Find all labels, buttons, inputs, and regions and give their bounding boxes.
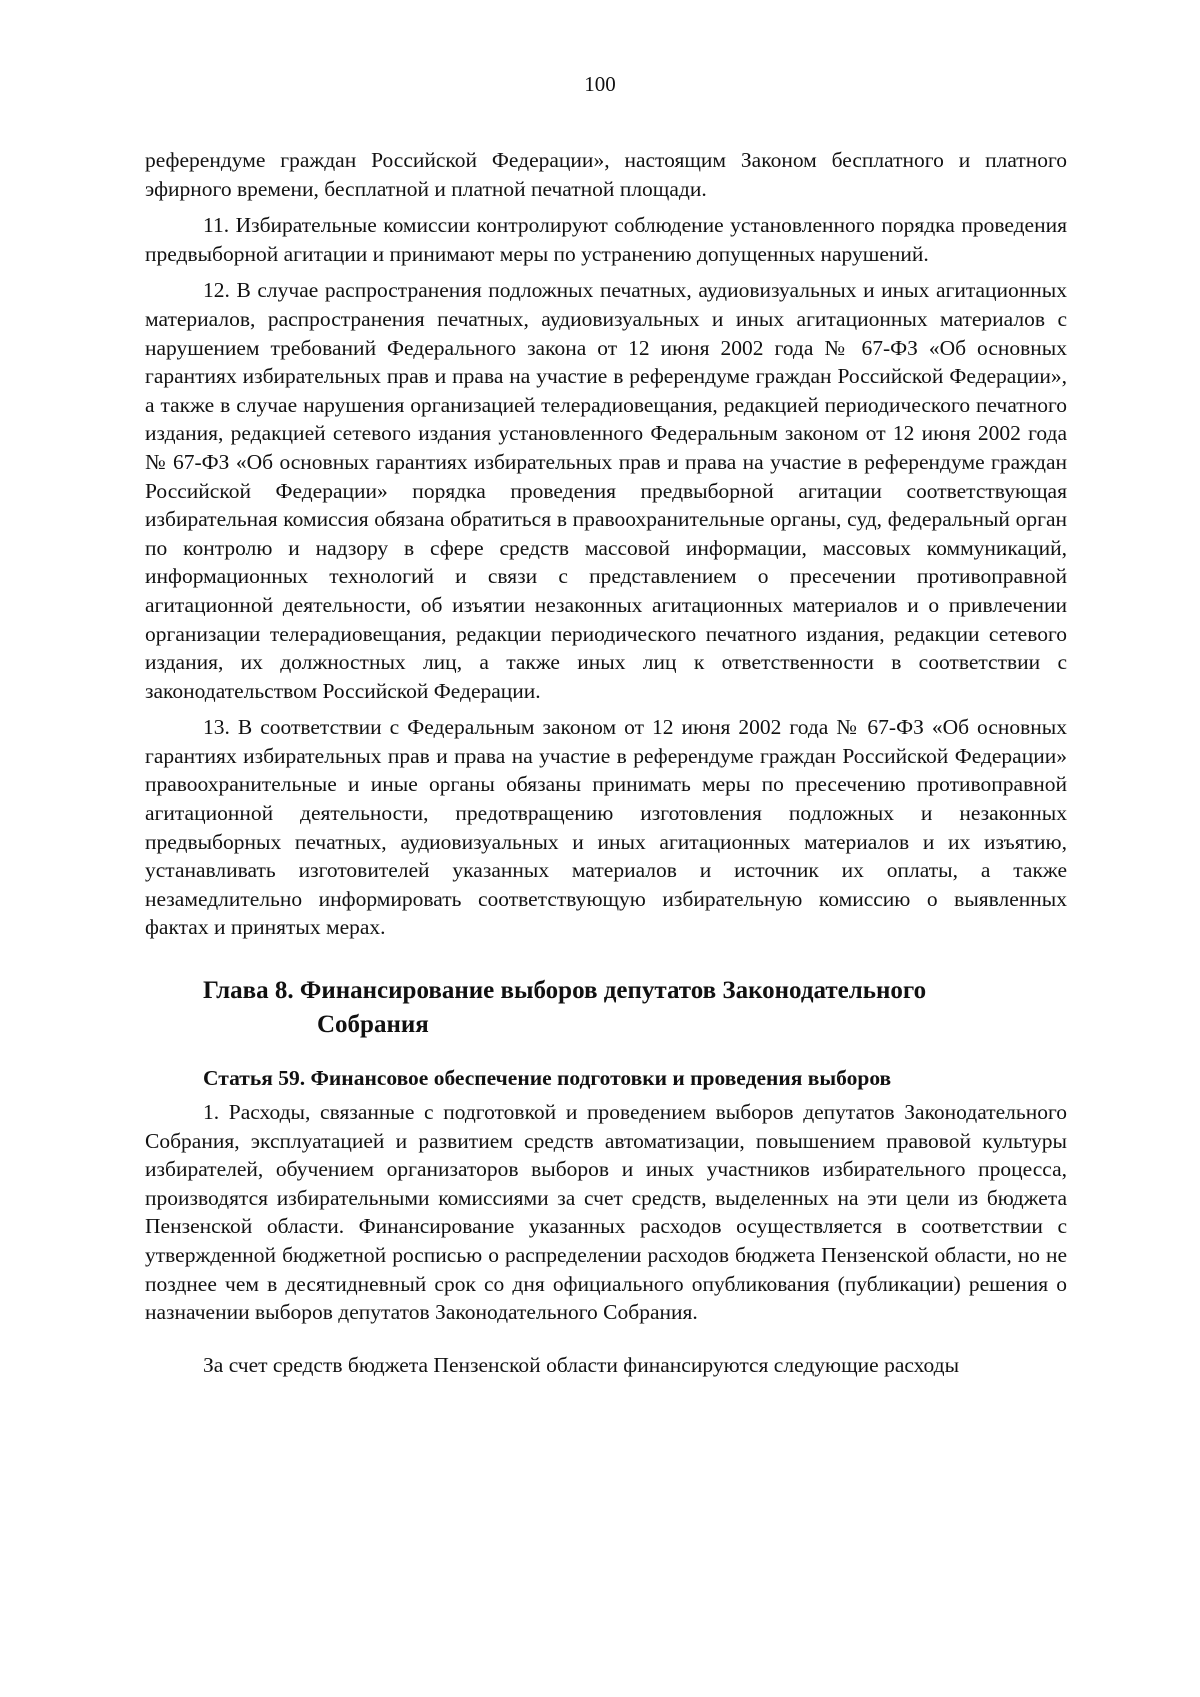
page-number: 100 bbox=[584, 72, 616, 96]
paragraph-13: 13. В соответствии с Федеральным законом от 12 июня 2002 года № 67-ФЗ «Об основных гарантиях избирательных прав и права на участие в референдуме граждан Российской Федерации» правоохранительные и иные органы обязаны принимать меры по пресечению противоправной агитационной деятельности, предотвращению изготовления подложных и незаконных предвыборных печатных, аудиовизуальных и иных агитационных материалов и их изъятию, устанавливать изготовителей указанных материалов и источник их оплаты, а также незамедлительно информировать соответствующую избирательную комиссию о выявленных фактах и принятых мерах. bbox=[145, 715, 1067, 940]
article-59-paragraph-2: За счет средств бюджета Пензенской области финансируются следующие расходы bbox=[203, 1352, 960, 1377]
chapter-heading bbox=[145, 974, 1067, 1042]
paragraph-12: 12. В случае распространения подложных печатных, аудиовизуальных и иных агитационных материалов, распространения печатных, аудиовизуальных и иных агитационных материалов с нарушением требований Федерального закона от 12 июня 2002 года № 67-ФЗ «Об основных гарантиях избирательных прав и права на участие в референдуме граждан Российской Федерации», а также в случае нарушения организацией телерадиовещания, редакцией периодического печатного издания, редакцией сетевого издания установленного Федеральным законом от 12 июня 2002 года № 67-ФЗ «Об основных гарантиях избирательных прав и права на участие в референдуме граждан Российской Федерации» порядка проведения предвыборной агитации соответствующая избирательная комиссия обязана обратиться в правоохранительные органы, суд, федеральный орган по контролю и надзору в сфере средств массовой информации, массовых коммуникаций, информационных технологий и связи с представлением о пресечении противоправной агитационной деятельности, об изъятии незаконных агитационных материалов и о привлечении организации телерадиовещания, редакции периодического печатного издания, редакции сетевого издания, их должностных лиц, а также иных лиц к ответственности в соответствии с законодательством Российской Федерации. bbox=[145, 278, 1067, 703]
article-59-paragraph-1: 1. Расходы, связанные с подготовкой и проведением выборов депутатов Законодательного Собрания, эксплуатацией и развитием средств автоматизации, повышением правовой культуры избирателей, обучением организаторов выборов и иных участников избирательного процесса, производятся избирательными комиссиями за счет средств, выделенных на эти цели из бюджета Пензенской области. Финансирование указанных расходов осуществляется в соответствии с утвержденной бюджетной росписью о распределении расходов бюджета Пензенской области, но не позднее чем в десятидневный срок со дня официального опубликования (публикации) решения о назначении выборов депутатов Законодательного Собрания. bbox=[145, 1100, 1067, 1325]
chapter-heading-line1: Глава 8. Финансирование выборов депутатов Законодательного bbox=[203, 977, 927, 1005]
paragraph-continuation: референдуме граждан Российской Федерации», настоящим Законом бесплатного и платного эфирного времени, бесплатной и платной печатной площади. bbox=[145, 148, 1067, 201]
chapter-heading-line2: Собрания bbox=[317, 1011, 429, 1039]
article-heading: Статья 59. Финансовое обеспечение подготовки и проведения выборов bbox=[203, 1066, 892, 1091]
document-body bbox=[145, 146, 1067, 1387]
paragraph-11: 11. Избирательные комиссии контролируют соблюдение установленного порядка проведения предвыборной агитации и принимают меры по устранению допущенных нарушений. bbox=[145, 213, 1067, 266]
